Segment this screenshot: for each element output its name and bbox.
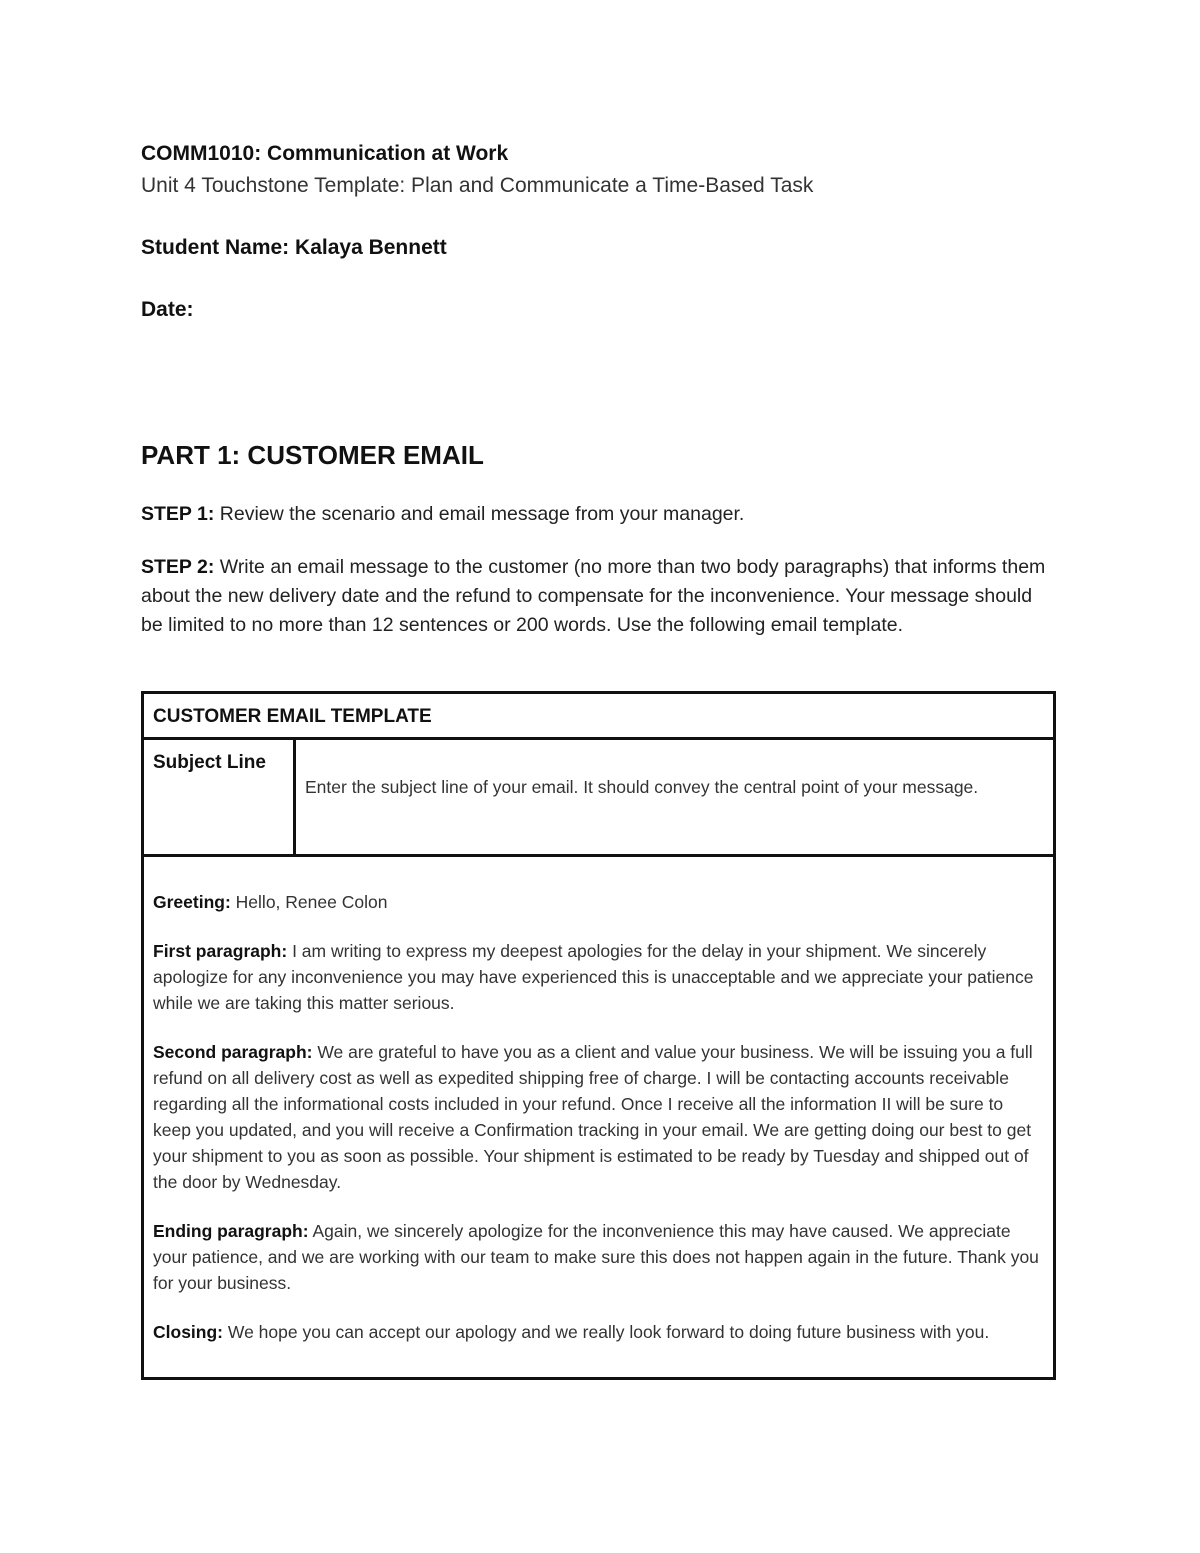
- greeting-paragraph: [153, 889, 1041, 915]
- course-title: COMM1010: Communication at Work: [141, 142, 509, 165]
- greeting-label: Greeting:: [153, 892, 231, 912]
- subject-row: [144, 740, 1053, 857]
- step-2-text: Write an email message to the customer (no more than two body paragraphs) that informs them about the new delivery date and the refund to compensate for the inconvenience. Your message should be limited to no more than 12 sentences or 200 words. Use the following email template.: [141, 556, 1046, 636]
- closing-paragraph: [153, 1319, 1041, 1345]
- first-paragraph-label: First paragraph:: [153, 941, 288, 961]
- step-2: [141, 553, 1056, 640]
- customer-email-table: [141, 691, 1056, 1380]
- subject-line-label: Subject Line: [144, 740, 296, 854]
- email-body-cell[interactable]: [144, 857, 1053, 1377]
- step-1-text: Review the scenario and email message from your manager.: [219, 503, 745, 525]
- closing-text: We hope you can accept our apology and we really look forward to doing future business with you.: [227, 1322, 990, 1342]
- closing-label: Closing:: [153, 1322, 223, 1342]
- student-name-line: [141, 236, 447, 260]
- date-label: Date:: [141, 298, 194, 321]
- first-paragraph-text: I am writing to express my deepest apologies for the delay in your shipment. We sincerely apologize for any inconvenience you may have experienced this is unacceptable and we appreciate your patience while we are taking this matter serious.: [153, 941, 1034, 1013]
- second-paragraph-text: We are grateful to have you as a client and value your business. We will be issuing you a full refund on all delivery cost as well as expedited shipping free of charge. I will be contacting accounts receivable regarding all the informational costs included in your refund. Once I receive all the information II will be sure to keep you updated, and you will receive a Confirmation tracking in your email. We are getting doing our best to get your shipment to you as soon as possible. Your shipment is estimated to be ready by Tuesday and shipped out of the door by Wednesday.: [153, 1042, 1033, 1192]
- student-name-value: Kalaya Bennett: [295, 236, 447, 259]
- step-1: [141, 500, 1056, 529]
- subject-line-value[interactable]: Enter the subject line of your email. It should convey the central point of your message.: [305, 777, 979, 797]
- step-1-label: STEP 1:: [141, 503, 215, 525]
- assignment-subtitle: Unit 4 Touchstone Template: Plan and Communicate a Time-Based Task: [141, 174, 814, 197]
- date-line: [141, 298, 194, 322]
- ending-paragraph: [153, 1218, 1041, 1296]
- step-2-label: STEP 2:: [141, 556, 215, 578]
- second-paragraph-label: Second paragraph:: [153, 1042, 313, 1062]
- ending-paragraph-text: Again, we sincerely apologize for the inconvenience this may have caused. We appreciate your patience, and we are working with our team to make sure this does not happen again in the future. Thank you for your business.: [153, 1221, 1039, 1293]
- table-title: CUSTOMER EMAIL TEMPLATE: [144, 694, 1053, 740]
- student-name-label: Student Name:: [141, 236, 290, 259]
- second-paragraph: [153, 1039, 1041, 1195]
- first-paragraph: [153, 938, 1041, 1016]
- greeting-text: Hello, Renee Colon: [235, 892, 388, 912]
- part-heading: PART 1: CUSTOMER EMAIL: [141, 440, 484, 470]
- ending-paragraph-label: Ending paragraph:: [153, 1221, 309, 1241]
